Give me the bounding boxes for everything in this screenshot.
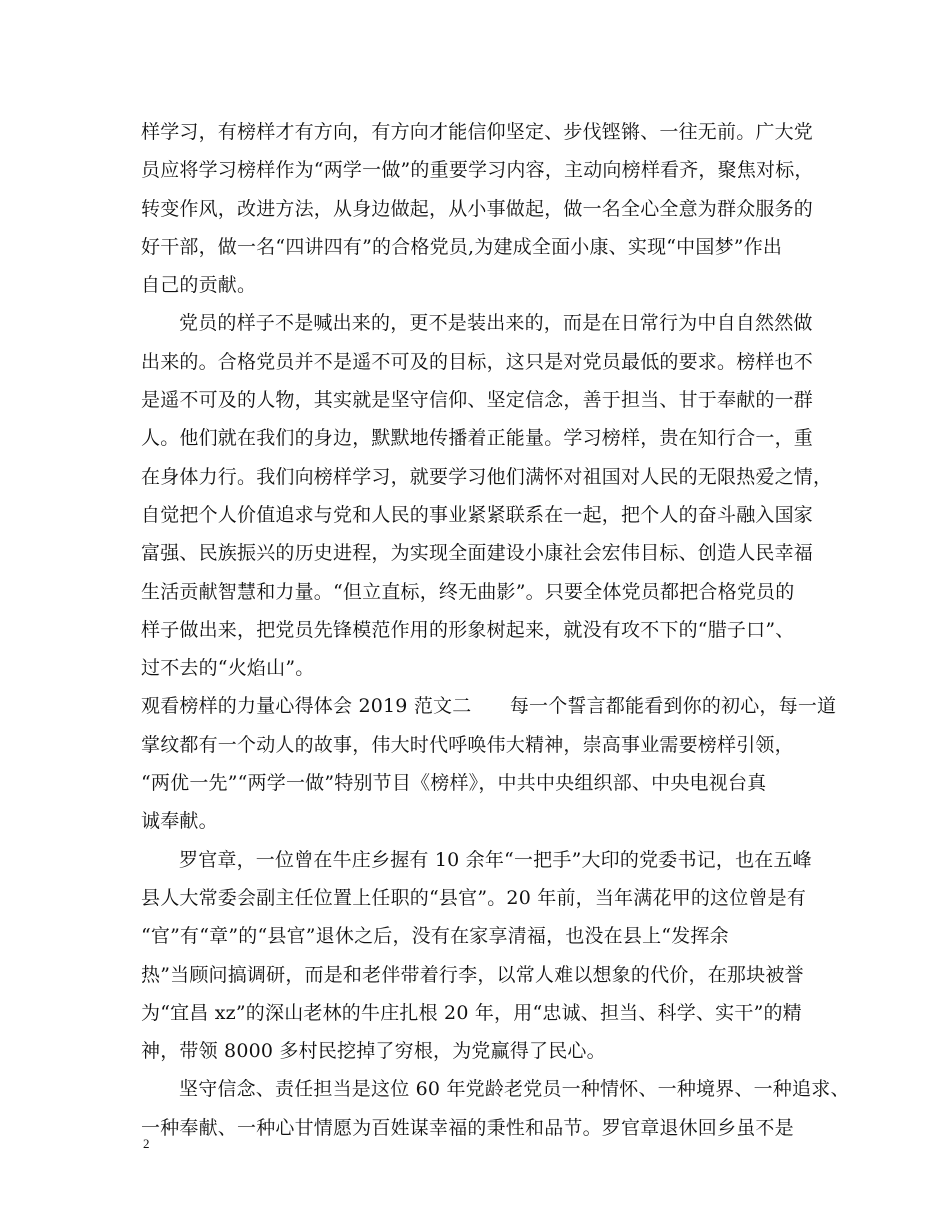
text-line: 样学习，有榜样才有方向，有方向才能信仰坚定、步伐铿锵、一往无前。广大党 [141,121,814,143]
text-line: 转变作风，改进方法，从身边做起，从小事做起，做一名全心全意为群众服务的 [141,197,814,220]
text-line: 过不去的“火焰山”。 [141,657,315,680]
text-line: 自己的贡献。 [141,274,257,297]
text-line: 掌纹都有一个动人的故事，伟大时代呼唤伟大精神，崇高事业需要榜样引领， [141,733,794,756]
text-line: 好干部，做一名“四讲四有”的合格党员,为建成全面小康、实现“中国梦”作出 [141,235,783,258]
text-line: 为“宜昌 xz”的深山老林的牛庄扎根 20 年，用“忠诚、担当、科学、实干”的精 [141,1001,802,1024]
section-heading-line: 观看榜样的力量心得体会 2019 范文二 每一个誓言都能看到你的初心，每一道 [141,695,837,718]
text-line: 是遥不可及的人物，其实就是坚守信仰、坚定信念，善于担当、甘于奉献的一群 [141,389,814,412]
text-line: 人。他们就在我们的身边，默默地传播着正能量。学习榜样，贵在知行合一，重 [141,427,814,450]
text-line: 生活贡献智慧和力量。“但立直标，终无曲影”。只要全体党员都把合格党员的 [141,580,795,603]
text-line: 罗官章，一位曾在牛庄乡握有 10 余年“一把手”大印的党委书记，也在五峰 [179,848,812,871]
document-body [141,113,850,1147]
text-line: 员应将学习榜样作为“两学一做”的重要学习内容，主动向榜样看齐，聚焦对标， [141,159,814,182]
text-line: 诚奉献。 [141,810,218,833]
text-line: 县人大常委会副主任位置上任职的“县官”。20 年前，当年满花甲的这位曾是有 [141,886,807,909]
text-line: 神，带领 8000 多村民挖掉了穷根，为党赢得了民心。 [141,1040,606,1063]
text-line: 样子做出来，把党员先锋模范作用的形象树起来，就没有攻不下的“腊子口”、 [141,618,795,641]
text-line: 富强、民族振兴的历史进程，为实现全面建设小康社会宏伟目标、创造人民幸福 [141,542,814,565]
text-line: 出来的。合格党员并不是遥不可及的目标，这只是对党员最低的要求。榜样也不 [141,350,814,373]
text-line: 热”当顾问搞调研，而是和老伴带着行李，以常人难以想象的代价，在那块被誉 [141,963,804,986]
text-line: “两优一先”“两学一做”特别节目《榜样》，中共中央组织部、中央电视台真 [141,772,767,795]
text-line: 党员的样子不是喊出来的，更不是装出来的，而是在日常行为中自自然然做 [179,312,813,335]
text-line: 一种奉献、一种心甘情愿为百姓谋幸福的秉性和品节。罗官章退休回乡虽不是 [141,1116,794,1139]
text-line: 在身体力行。我们向榜样学习，就要学习他们满怀对祖国对人民的无限热爱之情， [141,465,833,488]
text-line: 自觉把个人价值追求与党和人民的事业紧紧联系在一起，把个人的奋斗融入国家 [141,503,814,526]
page-number: 2 [143,1136,150,1151]
text-line: “官”有“章”的“县官”退休之后，没有在家享清福，也没在县上“发挥余 [141,925,729,948]
text-line: 坚守信念、责任担当是这位 60 年党龄老党员一种情怀、一种境界、一种追求、 [179,1078,850,1101]
